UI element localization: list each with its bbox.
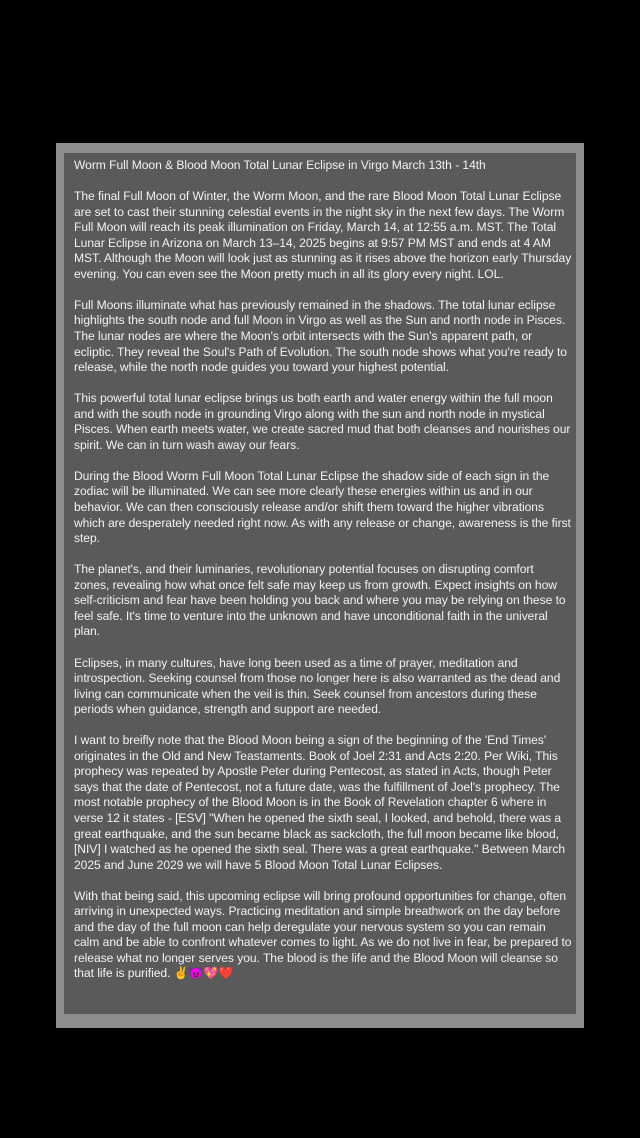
paragraph-intro: The final Full Moon of Winter, the Worm Moon, and the rare Blood Moon Total Lunar Eclipse are set to cast their stunning celestial events in the night sky in the next few days. The Worm Full Moon will reach its peak illumination on Friday, March 14, at 12:55 a.m. MST. The Total Lunar Eclipse in Arizona on March 13–14, 2025 begins at 9:57 PM MST and ends at 4 AM MST. Although the Moon will look just as stunning as it rises above the horizon early Thursday evening. You can even see the Moon pretty much in all its glory every night. LOL.: [74, 189, 572, 281]
post-body: [74, 158, 572, 982]
post-text-panel: [64, 153, 576, 1014]
paragraph-closing: With that being said, this upcoming eclipse will bring profound opportunities for change, often arriving in unexpected ways. Practicing meditation and simple breathwork on the day before and the day of the full moon can help deregulate your nervous system so you can remain calm and be able to confront whatever comes to light. As we do not live in fear, be prepared to release what no longer serves you. The blood is the life and the Blood Moon will cleanse so that life is purified. ✌️😈💖❤️: [74, 888, 572, 981]
post-frame: [56, 143, 584, 1028]
paragraph-eclipses-cultures: Eclipses, in many cultures, have long been used as a time of prayer, meditation and introspection. Seeking counsel from those no longer here is also warranted as the dead and living can communicate when the veil is thin. Seek counsel from ancestors during these periods when guidance, strength and support are needed.: [74, 655, 561, 717]
post-title: Worm Full Moon & Blood Moon Total Lunar Eclipse in Virgo March 13th - 14th: [74, 158, 486, 172]
paragraph-end-times: I want to breifly note that the Blood Moon being a sign of the beginning of the 'End Times' originates in the Old and New Teastaments. Book of Joel 2:31 and Acts 2:20. Per Wiki, This prophecy was repeated by Apostle Peter during Pentecost, as stated in Acts, though Peter says that the date of Pentecost, not a future date, was the fulfillment of Joel's prophecy. The most notable prophecy of the Blood Moon is in the Book of Revelation chapter 6 where in verse 12 it states - [ESV] "When he opened the sixth seal, I looked, and behold, there was a great earthquake, and the sun became black as sackcloth, the full moon became like blood, [NIV] I watched as he opened the sixth seal. There was a great earthquake." Between March 2025 and June 2029 we will have 5 Blood Moon Total Lunar Eclipses.: [74, 733, 566, 872]
paragraph-planets: The planet's, and their luminaries, revolutionary potential focuses on disrupting comfort zones, revealing how what once felt safe may keep us from growth. Expect insights on how self-criticism and fear have been holding you back and where you may be relying on these to feel safe. It's time to venture into the unknown and have unconditional faith in the univeral plan.: [74, 562, 566, 639]
paragraph-earth-water: This powerful total lunar eclipse brings us both earth and water energy within the full moon and with the south node in grounding Virgo along with the sun and north node in mystical Pisces. When earth meets water, we create sacred mud that both cleanses and nourishes our spirit. We can in turn wash away our fears.: [74, 391, 571, 452]
paragraph-full-moons: Full Moons illuminate what has previously remained in the shadows. The total lunar eclipse highlights the south node and full Moon in Virgo as well as the Sun and north node in Pisces. The lunar nodes are where the Moon's orbit intersects with the Sun's apparent path, or ecliptic. They reveal the Soul's Path of Evolution. The south node shows what you're ready to release, while the north node guides you toward your highest potential.: [74, 297, 567, 375]
paragraph-shadow-side: During the Blood Worm Full Moon Total Lunar Eclipse the shadow side of each sign in the zodiac will be illuminated. We can see more clearly these energies within us and in our behavior. We can then consciously release and/or shift them toward the higher vibrations which are desperately needed right now. As with any release or change, awareness is the first step.: [74, 468, 571, 546]
